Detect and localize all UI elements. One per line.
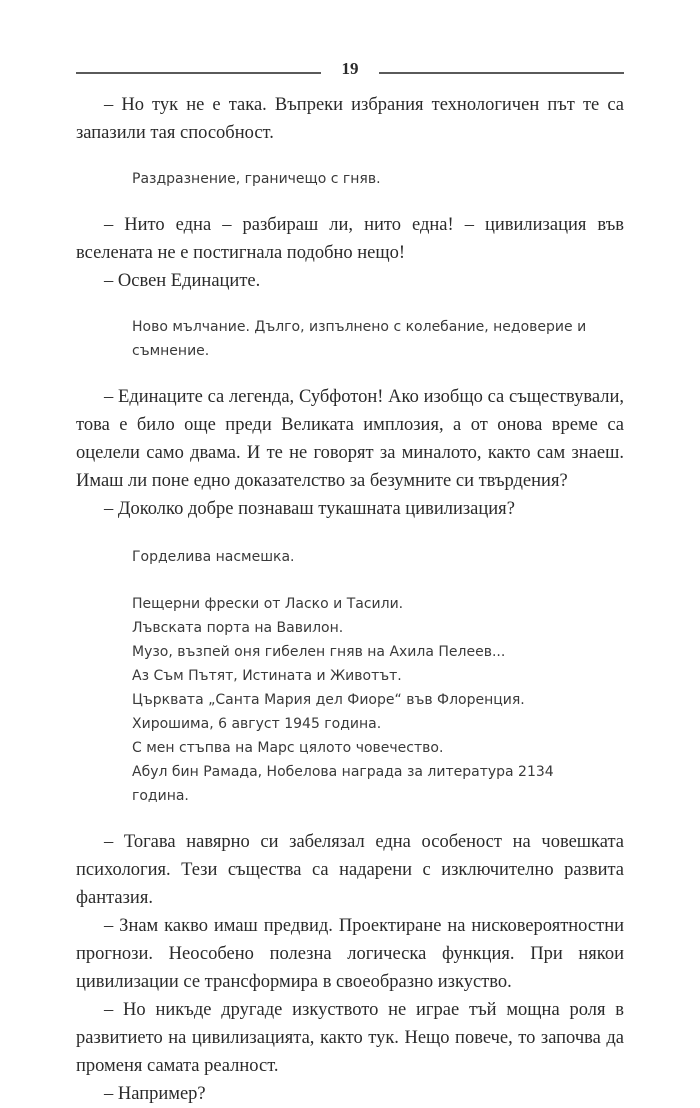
- thought-list: [76, 592, 624, 808]
- dialogue-paragraph: – Единаците са легенда, Субфотон! Ако изобщо са съществували, това е било още преди Великата имплозия, а от онова време са оцелели само двама. И те не говорят за миналото, както сам знаеш. Имаш ли поне едно доказателство за безумните си твърдения?: [76, 387, 624, 491]
- page-header: [76, 55, 624, 89]
- dialogue-paragraph: – Знам какво имаш предвид. Проектиране на нисковероятностни прогнози. Неособено полезна логическа функция. При някои цивилизации се трансформира в своеобразно изкуство.: [76, 916, 624, 992]
- thought-list-line: Пещерни фрески от Ласко и Тасили.: [132, 596, 404, 612]
- dialogue-paragraph: – Доколко добре познаваш тукашната цивилизация?: [104, 499, 515, 519]
- thought-list-line: С мен стъпва на Марс цялото човечество.: [132, 740, 444, 756]
- dialogue-paragraph: – Освен Единаците.: [104, 271, 261, 291]
- dialogue-paragraph: – Тогава навярно си забелязал една особеност на човешката психология. Тези същества са надарени с изключително развита фантазия.: [76, 832, 624, 908]
- thought-list-line: Лъвската порта на Вавилон.: [132, 620, 344, 636]
- thought-list-line: Музо, възпей оня гибелен гняв на Ахила Пелеев...: [132, 644, 506, 660]
- dialogue-paragraph: – Например?: [104, 1084, 206, 1104]
- thought-list-line: Аз Съм Пътят, Истината и Животът.: [132, 668, 402, 684]
- page-number: 19: [341, 59, 359, 78]
- page-body: [76, 91, 624, 1108]
- header-rule-left: [76, 72, 321, 74]
- dialogue-paragraph: – Но никъде другаде изкуството не играе тъй мощна роля в развитието на цивилизацията, както тук. Нещо повече, то започва да променя самата реалност.: [76, 1000, 624, 1076]
- thought-list-line: Хирошима, 6 август 1945 година.: [132, 716, 382, 732]
- thought-paragraph: Горделива насмешка.: [132, 549, 295, 565]
- thought-list-line: Църквата „Санта Мария дел Фиоре“ във Флоренция.: [132, 692, 525, 708]
- thought-list-line: Абул бин Рамада, Нобелова награда за литература 2134 година.: [132, 764, 554, 804]
- dialogue-paragraph: – Нито една – разбираш ли, нито една! – цивилизация във вселената не е постигнала подобно нещо!: [76, 215, 624, 263]
- header-rule-right: [379, 72, 624, 74]
- thought-paragraph: Ново мълчание. Дълго, изпълнено с колебание, недоверие и съмнение.: [132, 319, 587, 359]
- dialogue-paragraph: – Но тук не е така. Въпреки избрания технологичен път те са запазили тая способност.: [76, 95, 624, 143]
- thought-paragraph: Раздразнение, граничещо с гняв.: [132, 171, 381, 187]
